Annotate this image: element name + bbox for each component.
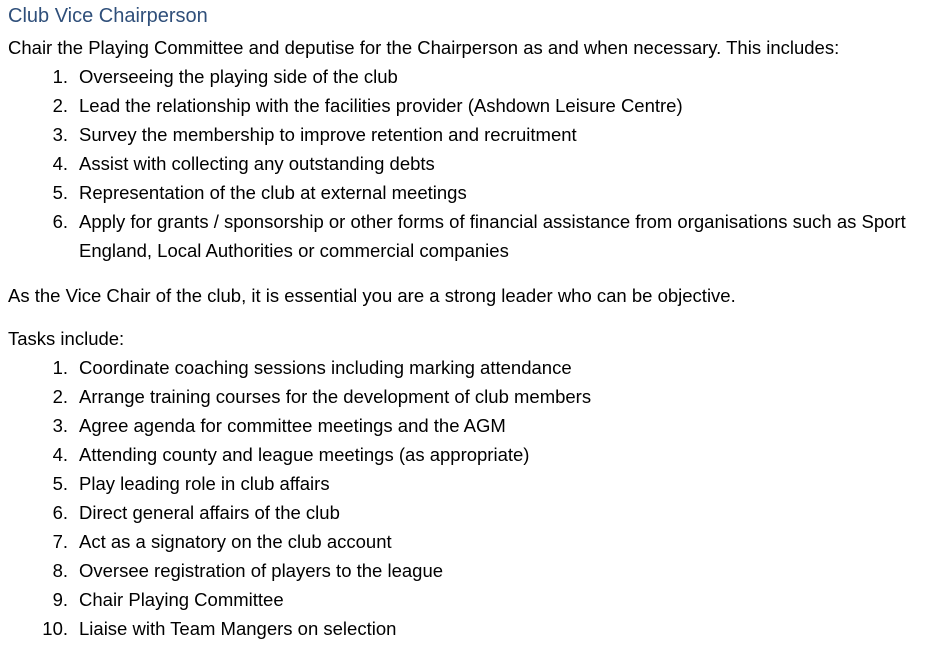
list-item — [8, 149, 936, 178]
list-number: 3. — [52, 124, 68, 145]
list-item-text: Agree agenda for committee meetings and the AGM — [79, 415, 506, 436]
list-item-text: Assist with collecting any outstanding debts — [79, 153, 435, 174]
section-heading: Club Vice Chairperson — [8, 5, 208, 27]
list-number: 1. — [52, 66, 68, 87]
list-number: 6. — [52, 211, 68, 232]
list-item-text: Direct general affairs of the club — [79, 502, 340, 523]
list-item-text: Chair Playing Committee — [79, 589, 284, 610]
list-number: 9. — [52, 589, 68, 610]
tasks-list — [8, 353, 936, 643]
list-item — [8, 469, 936, 498]
list-number: 3. — [52, 415, 68, 436]
list-item-text: Attending county and league meetings (as appropriate) — [79, 444, 530, 465]
tasks-heading: Tasks include: — [8, 328, 125, 349]
leader-statement: As the Vice Chair of the club, it is essential you are a strong leader who can be objective. — [8, 285, 736, 306]
list-number: 7. — [52, 531, 68, 552]
list-item — [8, 614, 936, 643]
list-item-text: Act as a signatory on the club account — [79, 531, 392, 552]
list-item — [8, 411, 936, 440]
list-number: 8. — [52, 560, 68, 581]
list-item-text: Arrange training courses for the development of club members — [79, 386, 592, 407]
list-number: 5. — [52, 182, 68, 203]
list-number: 5. — [52, 473, 68, 494]
intro-paragraph: Chair the Playing Committee and deputise for the Chairperson as and when necessary. This includes: — [8, 37, 840, 58]
list-item — [8, 498, 936, 527]
list-number: 2. — [52, 386, 68, 407]
list-number: 4. — [52, 444, 68, 465]
list-number: 1. — [52, 357, 68, 378]
list-item — [8, 585, 936, 614]
list-item — [8, 207, 936, 265]
list-item — [8, 353, 936, 382]
responsibilities-list — [8, 62, 936, 265]
document — [8, 4, 936, 643]
list-item — [8, 91, 936, 120]
list-item-text: Apply for grants / sponsorship or other forms of financial assistance from organisations such as Sport England, Local Authorities or commercial companies — [79, 211, 906, 261]
list-item-text: Coordinate coaching sessions including marking attendance — [79, 357, 572, 378]
list-item-text: Representation of the club at external meetings — [79, 182, 467, 203]
list-item — [8, 527, 936, 556]
list-item-text: Overseeing the playing side of the club — [79, 66, 398, 87]
list-item-text: Survey the membership to improve retention and recruitment — [79, 124, 577, 145]
list-item — [8, 62, 936, 91]
list-item-text: Liaise with Team Mangers on selection — [79, 618, 397, 639]
list-item — [8, 120, 936, 149]
list-item — [8, 382, 936, 411]
list-number: 4. — [52, 153, 68, 174]
list-item-text: Play leading role in club affairs — [79, 473, 330, 494]
list-number: 10. — [42, 618, 68, 639]
list-item-text: Lead the relationship with the facilities provider (Ashdown Leisure Centre) — [79, 95, 683, 116]
list-item — [8, 440, 936, 469]
list-item — [8, 556, 936, 585]
list-number: 2. — [52, 95, 68, 116]
list-item — [8, 178, 936, 207]
list-number: 6. — [52, 502, 68, 523]
list-item-text: Oversee registration of players to the league — [79, 560, 444, 581]
